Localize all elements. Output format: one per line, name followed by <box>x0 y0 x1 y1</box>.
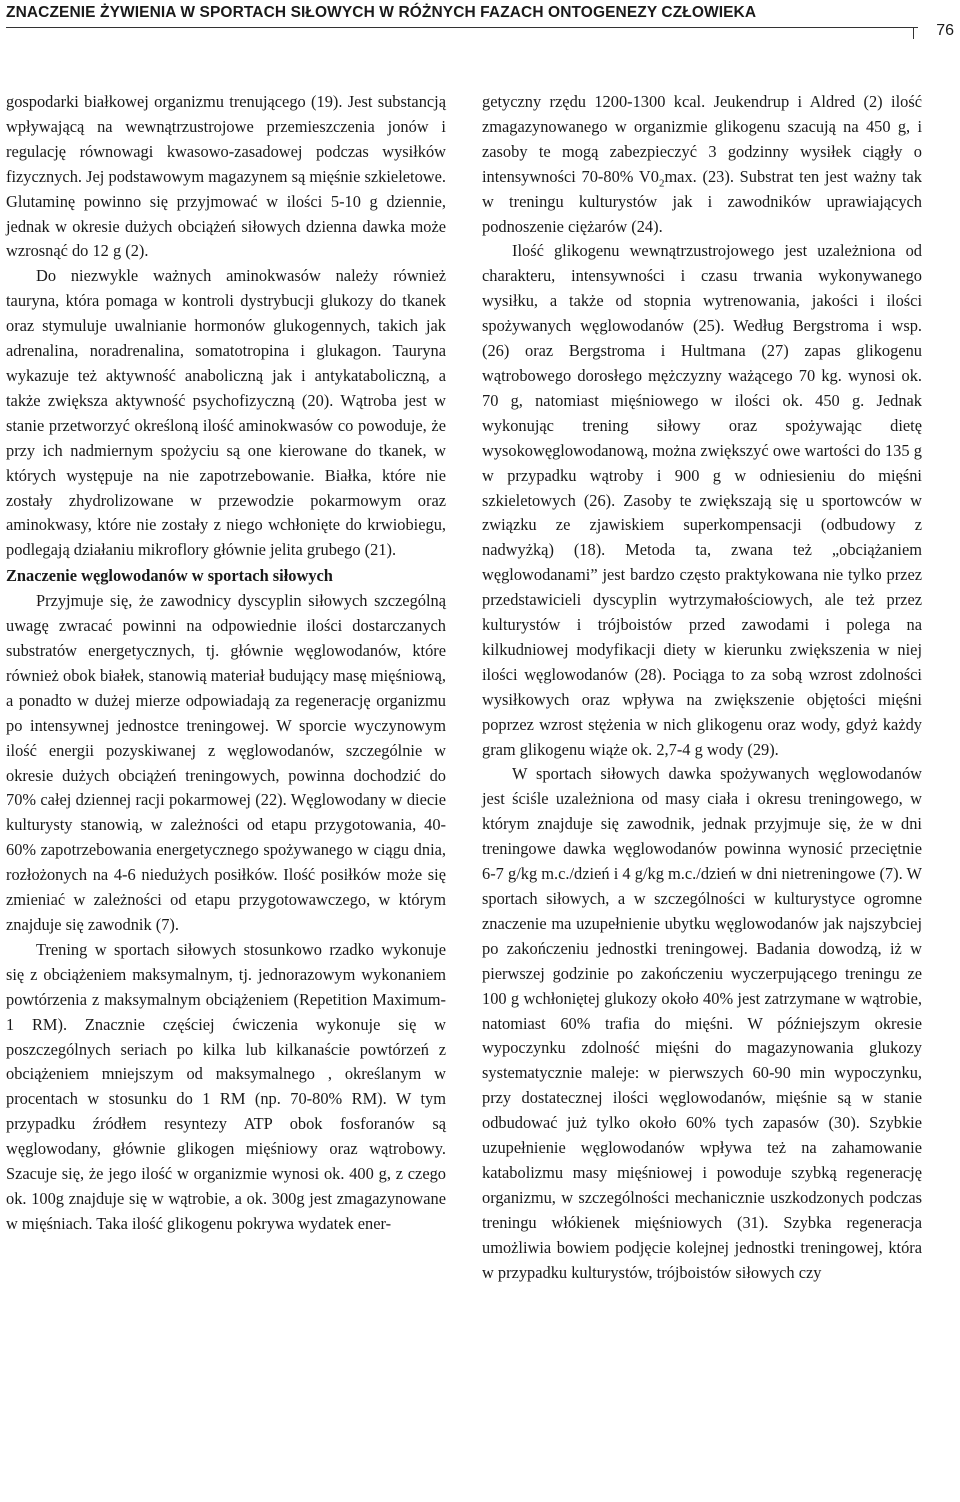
paragraph: Trening w sportach siłowych stosunkowo rzadko wykonuje się z obciążeniem maksymalnym, tj. jednorazowym wykonaniem powtórzenia z maksymalnym obciążeniem (Repetition Maximum-1 RM). Znacznie częściej ćwiczenia wykonuje się w poszczególnych seriach po kilka lub kilkanaście powtórzeń z obciążeniem mniejszym od maksymalnego , określanym w procentach w stosunku do 1 RM (np. 70-80% RM). W tym przypadku źródłem resyntezy ATP obok fosforanów są węglowodany, głównie glikogen mięśniowy oraz wątrobowy. Szacuje się, że jego ilość w organizmie wynosi ok. 400 g, z czego ok. 100g znajduje się w wątrobie, a ok. 300g jest zmagazynowane w mięśniach. Taka ilość glikogenu pokrywa wydatek ener- <box>6 939 446 1233</box>
page-number-divider <box>913 27 914 39</box>
header-divider <box>6 27 918 28</box>
running-header <box>6 2 954 42</box>
right-column <box>482 90 922 1286</box>
paragraph: gospodarki białkowej organizmu trenującego (19). Jest substancją wpływającą na wewnątrzustrojowe przemieszczenia jonów i regulację równowagi kwasowo-zasadowej podczas wysiłków fizycznych. Jej podstawowym magazynem są mięśnie szkieletowe. Glutaminę powinno się przyjmować w ilości 5-10 g dziennie, jednak w okresie dużych obciążeń siłowych dzienna dawka może wzrosnąć do 12 g (2). <box>6 92 446 261</box>
subscript: 2 <box>658 177 665 189</box>
paragraph <box>482 90 922 239</box>
paragraph: Do niezwykle ważnych aminokwasów należy również tauryna, która pomaga w kontroli dystrybucji glukozy do tkanek oraz stymuluje uwalnianie hormonów glukogennych, takich jak adrenalina, noradrenalina, somatotropina i glukagon. Tauryna wykazuje też aktywność anaboliczną jak i antykataboliczną, a także zwiększa aktywność psychofizyczną (20). Wątroba jest w stanie przetworzyć określoną ilość aminokwasów co powoduje, że przy ich nadmiernym spożyciu są one kierowane do tkanek, w których występuje na nie zapotrzebowanie. Białka, które nie zostały zhydrolizowane w przewodzie pokarmowym oraz aminokwasy, które nie zostały z niego wchłonięte do krwiobiegu, podlegają działaniu mikroflory głównie jelita grubego (21). <box>6 266 446 560</box>
paragraph-text: getyczny rzędu 1200-1300 kcal. Jeukendrup i Aldred (2) ilość zmagazynowanego w organizmie glikogenu szacują na 450 g, i zasoby te mogą zabezpieczyć 3 godzinny wysiłek ciągły o intensywności 70-80% V0 <box>482 92 922 186</box>
paragraph: W sportach siłowych dawka spożywanych węglowodanów jest ściśle uzależniona od masy ciała i okresu treningowego, w którym znajduje się zawodnik, jednak przyjmuje się, że w dni treningowe dawka węglowodanów powinna wynosić przeciętnie 6-7 g/kg m.c./dzień i 4 g/kg m.c./dzień w dni nietreningowe (7). W sportach siłowych, a w szczególności w kulturystyce ogromne znaczenie ma uzupełnienie ubytku węglowodanów jak najszybciej po zakończeniu jednostki treningowej. Badania dowodzą, iż w pierwszej godzinie po zakończeniu wyczerpującego treningu ze 100 g wchłoniętej glukozy około 40% jest zatrzymane w wątrobie, natomiast 60% trafia do mięśni. W późniejszym okresie wypoczynku zdolność mięśni do magazynowania glukozy systematycznie maleje: w pierwszych 60-90 min wypoczynku, przy dostatecznej ilości węglowodanów, mięśnie są w stanie odbudować już tylko około 60% tych zapasów (30). Szybkie uzupełnienie węglowodanów wpływa też na zahamowanie katabolizmu masy mięśniowej i powoduje szybką regenerację organizmu, w szczególności mechanicznie uszkodzonych podczas treningu włókienek mięśniowych (31). Szybka regeneracja umożliwia bowiem podjęcie kolejnej jednostki treningowej, która w przypadku kulturystów, trójboistów siłowych czy <box>482 764 922 1282</box>
running-header-title: ZNACZENIE ŻYWIENIA W SPORTACH SIŁOWYCH W RÓŻNYCH FAZACH ONTOGENEZY CZŁOWIEKA <box>6 4 757 21</box>
left-column <box>6 90 446 1237</box>
paragraph: Ilość glikogenu wewnątrzustrojowego jest uzależniona od charakteru, intensywności i czasu trwania wykonywanego wysiłku, a także od stopnia wytrenowania, jakości i ilości spożywanych węglowodanów (25). Według Bergstroma i wsp. (26) oraz Bergstroma i Hultmana (27) zapas glikogenu wątrobowego dorosłego mężczyzny ważącego 70 kg. wynosi ok. 70 g, natomiast mięśniowego w ilości ok. 450 g. Jednak wykonując trening siłowy oraz spożywając dietę wysokowęglowodanową, można zwiększyć owe wartości do 135 g w przypadku wątroby i 900 g w odniesieniu do mięśni szkieletowych (26). Zasoby te zwiększają się u sportowców w związku ze zjawiskiem superkompensacji (odbudowy z nadwyżką) (18). Metoda ta, zwana też „obciążaniem węglowodanami” jest bardzo często praktykowana nie tylko przez przedstawicieli dyscyplin wytrzymałościowych, ale też przez kulturystów i trójboistów przed zawodami i polega na kilkudniowej modyfikacji diety w kierunku zwiększenia w niej ilości węglowodanów (28). Pociąga to za sobą wzrost zdolności wysiłkowych oraz wpływa na zwiększenie objętości mięśni poprzez wzrost stężenia w nich glikogenu oraz wody, gdyż każdy gram glikogenu wiąże ok. 2,7-4 g wody (29). <box>482 241 922 759</box>
paragraph: Przyjmuje się, że zawodnicy dyscyplin siłowych szczególną uwagę zwracać powinni na odpowiednie ilości dostarczanych substratów energetycznych, tj. głównie węglowodanów, które również obok białek, stanowią materiał budujący masę mięśniową, a ponadto w dużej mierze odpowiadają za regenerację organizmu po intensywnej jednostce treningowej. W sporcie wyczynowym ilość energii pozyskiwanej z węglowodanów, szczególnie w okresie dużych obciążeń treningowych, powinna dochodzić do 70% całej dziennej racji pokarmowej (22). Węglowodany w diecie kulturysty stanowią, w zależności od etapu przygotowania, 40-60% zapotrzebowania energetycznego spożywanego w ciągu dnia, rozłożonych na 4-6 niedużych posiłków. Ilość posiłków może się zmieniać w zależności od etapu przygotowawczego, w którym znajduje się zawodnik (7). <box>6 591 446 934</box>
paragraph-text: max. (23). Substrat ten jest ważny tak w treningu kulturystów jak i zawodników uprawiających podnoszenie ciężarów (24). <box>482 166 923 236</box>
page-number: 76 <box>936 22 954 39</box>
section-heading: Znaczenie węglowodanów w sportach siłowych <box>6 566 333 586</box>
